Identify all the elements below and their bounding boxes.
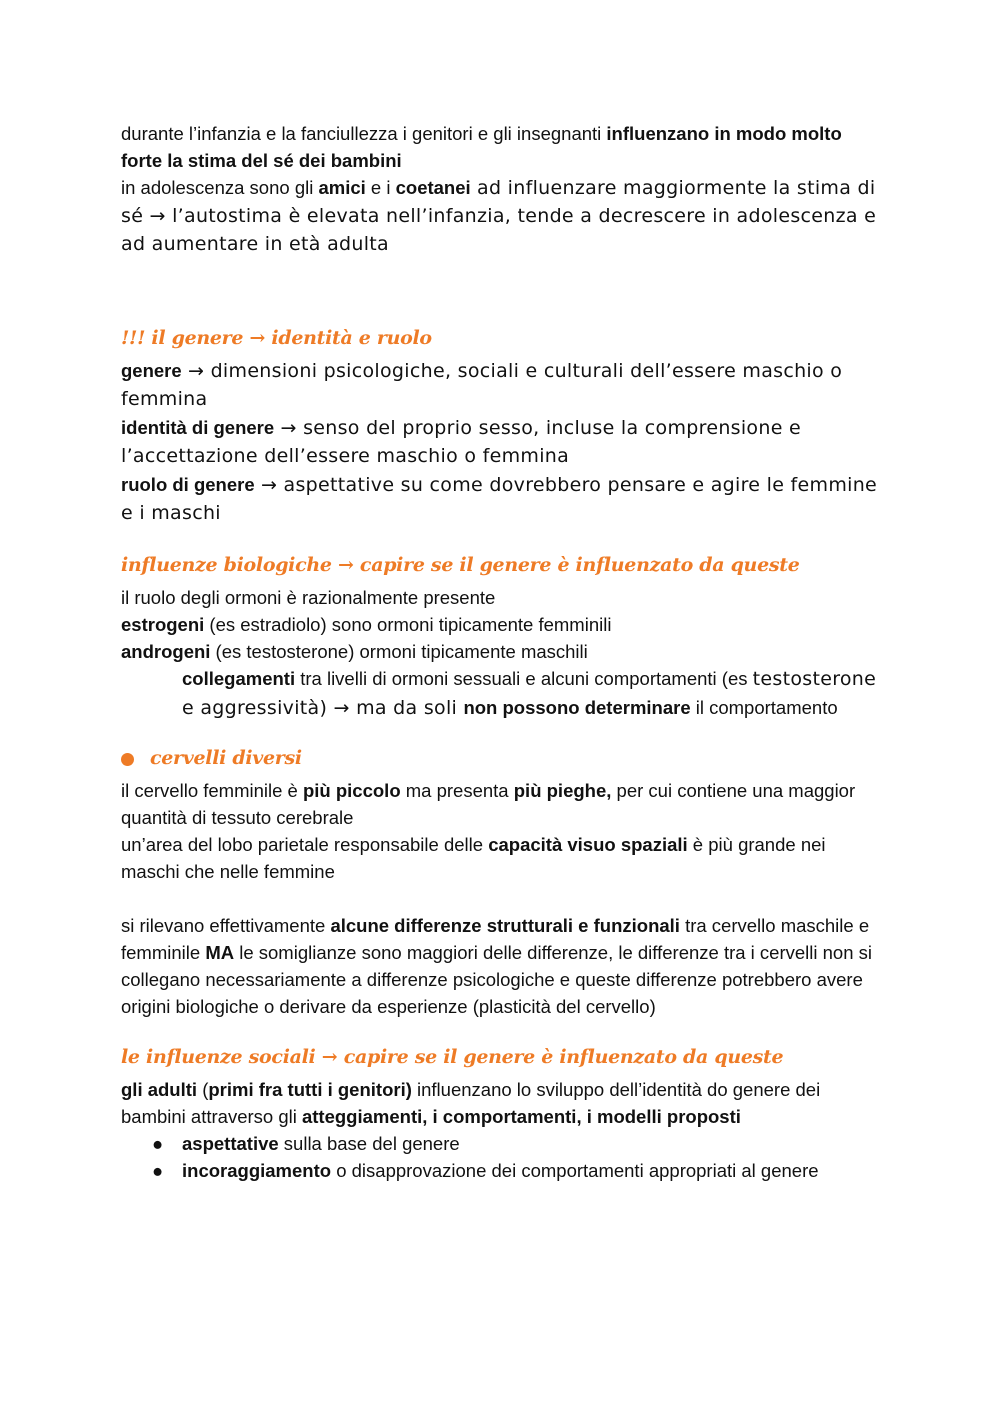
text: testosterone e aggressività) → ma da soli [182,668,877,719]
bold-text: amici [318,177,366,198]
bold-text: capacità visuo spaziali [488,834,688,855]
bio-line-3 [121,638,881,665]
bold-text: alcune differenze strutturali e funzionali [330,915,680,936]
term: ruolo di genere [121,474,255,495]
brain-paragraph-1 [121,777,881,831]
bold-text: non possono determinare [463,697,691,718]
list-item [121,1130,881,1157]
definition: → aspettative su come dovrebbero pensare e agire le femmine e i maschi [121,474,878,524]
text: o disapprovazione dei comportamenti appropriati al genere [331,1160,819,1181]
bold-text: gli adulti [121,1079,198,1100]
text: sulla base del genere [278,1133,460,1154]
social-bullet-list [121,1130,881,1184]
text: le somiglianze sono maggiori delle differenze, le differenze tra i cervelli non si collegano necessariamente a differenze psicologiche e queste differenze potrebbero avere origini biologiche o derivare da esperienze (plasticità del cervello) [121,942,873,1017]
bio-line-2 [121,611,881,638]
bullet-dot-icon [121,753,134,766]
term: identità di genere [121,417,275,438]
bullet-icon: ● [152,1133,164,1154]
text: è più grande nei maschi che nelle femmine [121,834,826,882]
text: ad influenzare maggiormente la stima di sé → l’autostima è elevata nell’infanzia, tende a decrescere in adolescenza e ad aumentare in età adulta [121,177,877,255]
heading-brains [95,743,881,773]
text: per cui contiene una maggior quantità di tessuto cerebrale [121,780,856,828]
bold-text: influenzano in modo molto forte la stima del sé dei bambini [121,123,842,171]
social-paragraph [121,1076,881,1130]
bold-text: coetanei [395,177,471,198]
bold-text: primi fra tutti i genitori) [208,1079,412,1100]
text: un’area del lobo parietale responsabile delle [121,834,489,855]
text: ( [197,1079,209,1100]
def-identita-di-genere [121,414,881,471]
bold-text: più piccolo [302,780,401,801]
text: durante l’infanzia e la fanciullezza i genitori e gli insegnanti [121,123,607,144]
list-item [121,1157,881,1184]
term: aspettative [182,1133,279,1154]
term: androgeni [121,641,211,662]
bold-text: MA [205,942,235,963]
text: influenzano lo sviluppo dell’identità do genere dei bambini attraverso gli [121,1079,821,1127]
term: genere [121,360,182,381]
text: tra cervello maschile e femminile [121,915,870,963]
def-ruolo-di-genere [121,471,881,528]
text: in adolescenza sono gli [121,177,319,198]
bullet-icon: ● [152,1160,164,1181]
term: estrogeni [121,614,205,635]
heading-biological: influenze biologiche → capire se il genere è influenzato da queste [121,554,800,576]
def-genere [121,357,881,414]
intro-paragraph-1 [121,120,881,174]
brain-paragraph-2 [121,831,881,885]
definition: → senso del proprio sesso, incluse la comprensione e l’accettazione dell’essere maschio o femmina [121,417,802,467]
bold-text: atteggiamenti, i comportamenti, i modelli proposti [301,1106,741,1127]
text: e i [365,177,396,198]
definition: → dimensioni psicologiche, sociali e culturali dell’essere maschio o femmina [121,360,843,410]
text: il cervello femminile è [121,780,303,801]
term: collegamenti [182,668,296,689]
text: ma presenta [400,780,514,801]
heading-text: cervelli diversi [150,747,302,769]
brain-paragraph-3 [121,912,881,1020]
text: tra livelli di ormoni sessuali e alcuni comportamenti (es [295,668,753,689]
text: (es estradiolo) sono ormoni tipicamente femminili [204,614,612,635]
intro-paragraph-2 [121,174,881,259]
heading-social: le influenze sociali → capire se il genere è influenzato da queste [121,1046,784,1068]
document-page [121,120,881,1184]
bold-text: più pieghe, [513,780,612,801]
bio-indented-note [121,665,881,723]
heading-gender: !!! il genere → identità e ruolo [121,327,432,349]
term: incoraggiamento [182,1160,332,1181]
text: si rilevano effettivamente [121,915,331,936]
text: (es testosterone) ormoni tipicamente maschili [210,641,588,662]
bio-line-1: il ruolo degli ormoni è razionalmente presente [121,587,496,608]
text: il comportamento [690,697,838,718]
